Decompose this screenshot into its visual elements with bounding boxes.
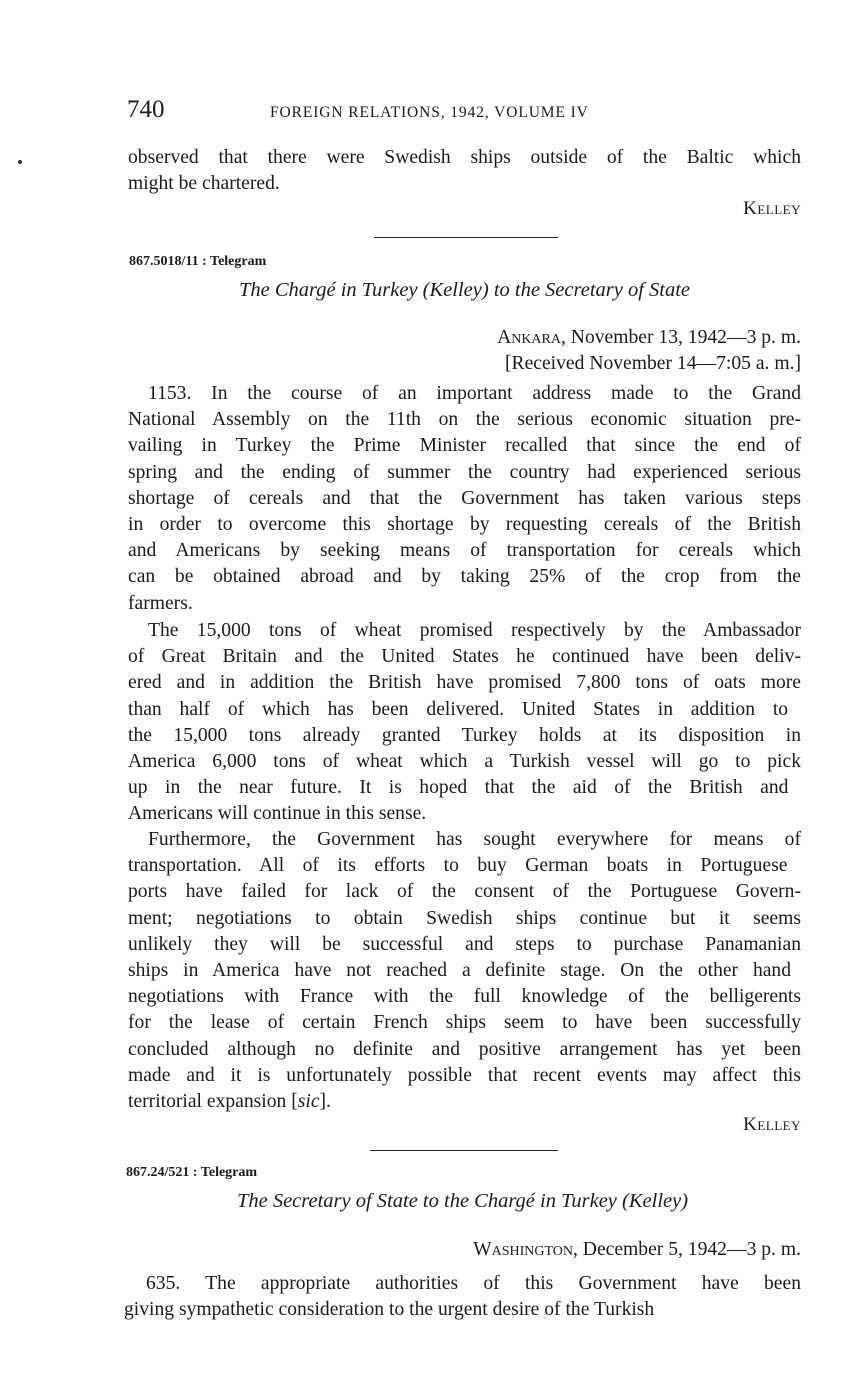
- received-note: [Received November 14—7:05 a. m.]: [505, 353, 801, 374]
- text-line: 1153. In the course of an important address made to the Grand: [148, 383, 801, 404]
- text-line: made and it is unfortunately possible that recent events may affect this: [128, 1064, 801, 1086]
- text-line: up in the near future. It is hoped that the aid of the British and: [128, 777, 789, 799]
- margin-speck: [18, 160, 22, 164]
- text-line: and Americans by seeking means of transportation for cereals which: [128, 540, 801, 562]
- text-fragment: territorial expansion [: [128, 1090, 298, 1112]
- running-title: FOREIGN RELATIONS, 1942, VOLUME IV: [270, 104, 589, 121]
- text-line: spring and the ending of summer the country had experienced serious: [128, 461, 801, 483]
- text-line: farmers.: [128, 592, 193, 614]
- text-line: concluded although no definite and positive arrangement has yet been: [128, 1038, 801, 1060]
- file-code: 867.24/521 : Telegram: [126, 1165, 258, 1180]
- dateline-place: Washington: [473, 1239, 573, 1260]
- dateline-date: , November 13, 1942—3 p. m.: [561, 327, 801, 348]
- text-line: shortage of cereals and that the Government has taken various steps: [128, 487, 801, 509]
- paragraph: [128, 618, 801, 828]
- text-line: of Great Britain and the United States he continued have been deliv-: [128, 646, 801, 668]
- text-line: vailing in Turkey the Prime Minister recalled that since the end of: [128, 435, 801, 457]
- section-divider: [374, 237, 558, 238]
- text-line: can be obtained abroad and by taking 25% of the crop from the: [128, 566, 801, 588]
- text-line: for the lease of certain French ships seem to have been successfully: [128, 1012, 801, 1034]
- document-heading: The Chargé in Turkey (Kelley) to the Secretary of State: [238, 279, 691, 301]
- paragraph: [128, 381, 801, 617]
- paragraph: [128, 827, 801, 1115]
- sic-annotation: sic: [297, 1090, 320, 1112]
- text-line: giving sympathetic consideration to the urgent desire of the Turkish: [124, 1299, 655, 1321]
- text-line: ered and in addition the British have promised 7,800 tons of oats more: [128, 672, 801, 694]
- text-line: 635. The appropriate authorities of this Government have been: [146, 1273, 801, 1294]
- signature: Kelley: [743, 198, 801, 219]
- text-fragment: ].: [319, 1090, 331, 1112]
- text-line: National Assembly on the 11th on the serious economic situation pre-: [128, 409, 801, 431]
- section-divider: [370, 1150, 558, 1151]
- text-line: Americans will continue in this sense.: [128, 803, 427, 825]
- text-line: ment; negotiations to obtain Swedish ships continue but it seems: [128, 907, 801, 929]
- paragraph: [124, 1271, 801, 1323]
- text-line: unlikely they will be successful and steps to purchase Panamanian: [128, 933, 801, 955]
- dateline: [300, 1239, 801, 1261]
- text-line: in order to overcome this shortage by requesting cereals of the British: [128, 513, 801, 535]
- text-line: negotiations with France with the full knowledge of the belligerents: [128, 986, 801, 1008]
- text-line: the 15,000 tons already granted Turkey holds at its disposition in: [128, 724, 801, 746]
- text-line: ships in America have not reached a definite stage. On the other hand: [128, 959, 792, 981]
- text-line: The 15,000 tons of wheat promised respectively by the Ambassador: [148, 620, 801, 641]
- page-number: 740: [127, 96, 165, 123]
- text-line: observed that there were Swedish ships outside of the Baltic which: [128, 147, 801, 168]
- text-line: than half of which has been delivered. United States in addition to: [128, 698, 789, 720]
- signature: Kelley: [743, 1114, 801, 1135]
- text-line: transportation. All of its efforts to buy German boats in Portuguese: [128, 855, 788, 877]
- continuation-text: [128, 145, 801, 197]
- text-line: might be chartered.: [128, 173, 280, 195]
- file-code: 867.5018/11 : Telegram: [129, 254, 267, 269]
- text-line: America 6,000 tons of wheat which a Turkish vessel will go to pick: [128, 750, 801, 772]
- document-heading: The Secretary of State to the Chargé in Turkey (Kelley): [236, 1190, 689, 1212]
- text-line: [128, 1089, 801, 1115]
- dateline-place: Ankara: [497, 327, 561, 348]
- dateline: [300, 327, 801, 349]
- dateline-date: , December 5, 1942—3 p. m.: [573, 1239, 801, 1260]
- text-line: Furthermore, the Government has sought everywhere for means of: [148, 829, 801, 850]
- text-line: ports have failed for lack of the consent of the Portuguese Govern-: [128, 881, 801, 903]
